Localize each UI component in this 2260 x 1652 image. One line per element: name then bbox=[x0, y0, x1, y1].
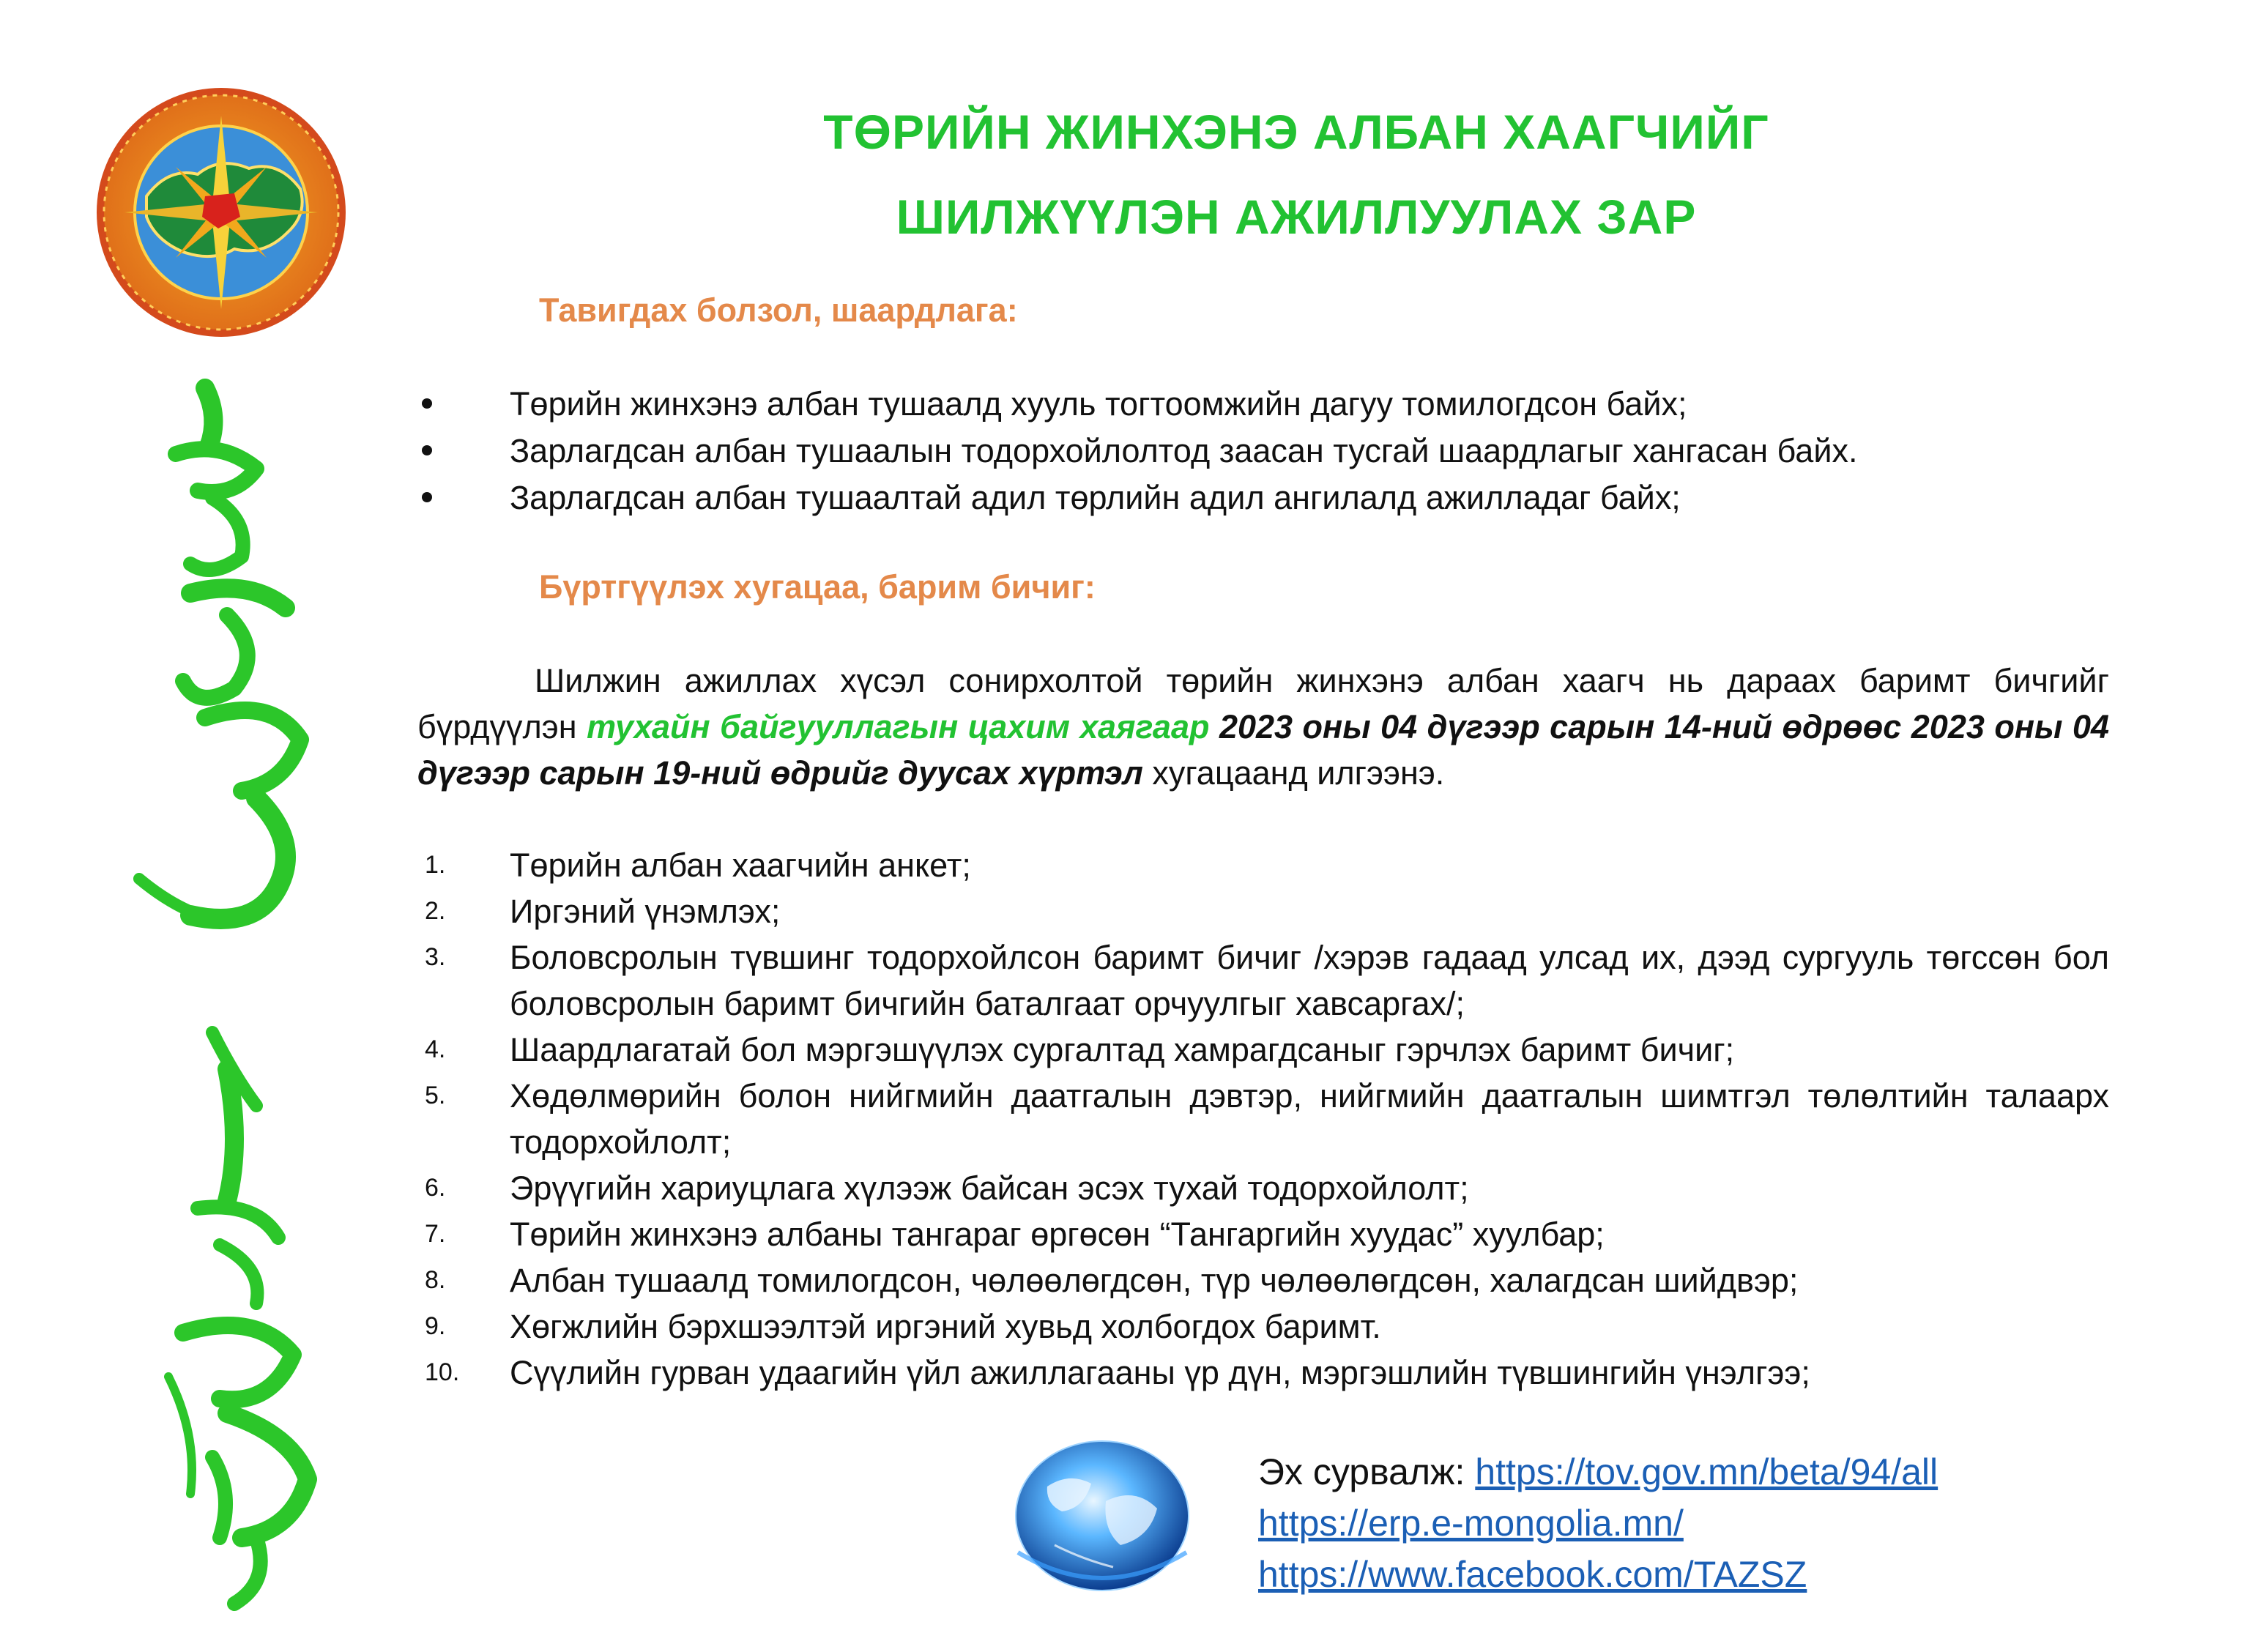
requirements-list bbox=[417, 381, 2116, 521]
list-item: 5. Хөдөлмөрийн болон нийгмийн даатгалын дэвтэр, нийгмийн даатгалын шимтгэл төлөлтийн талаарх тодорхойлолт; bbox=[425, 1077, 2109, 1161]
sources-block bbox=[1258, 1446, 1938, 1600]
mongolian-script-calligraphy bbox=[110, 1025, 352, 1611]
list-item: Төрийн жинхэнэ албан тушаалд хууль тогтоомжийн дагуу томилогдсон байх; bbox=[417, 381, 2116, 428]
bullet-icon bbox=[422, 398, 432, 409]
documents-list bbox=[417, 842, 2109, 1396]
source-line-2 bbox=[1258, 1497, 1938, 1549]
source-line-3 bbox=[1258, 1549, 1938, 1600]
list-item: 9. Хөгжлийн бэрхшээлтэй иргэний хувьд холбогдох баримт. bbox=[425, 1308, 1381, 1345]
list-item: 3. Боловсролын түвшинг тодорхойлсон баримт бичиг /хэрэв гадаад улсад их, дээд сургууль төгссөн бол боловсролын баримт бичгийн баталгаат орчуулгыг хавсаргах/; bbox=[425, 939, 2109, 1022]
list-item: 2. Иргэний үнэмлэх; bbox=[425, 893, 781, 930]
source-link-erp[interactable]: https://erp.e-mongolia.mn/ bbox=[1258, 1503, 1684, 1544]
list-item: 8. Албан тушаалд томилогдсон, чөлөөлөгдсөн, түр чөлөөлөгдсөн, халагдсан шийдвэр; bbox=[425, 1262, 1799, 1299]
list-item: Зарлагдсан албан тушаалын тодорхойлолтод заасан тусгай шаардлагыг хангасан байх. bbox=[417, 428, 2116, 475]
source-line-1 bbox=[1258, 1446, 1938, 1497]
page-title-line1: ТӨРИЙН ЖИНХЭНЭ АЛБАН ХААГЧИЙГ bbox=[823, 105, 1769, 159]
list-item: 4. Шаардлагатай бол мэргэшүүлэх сургалтад хамрагдсаныг гэрчлэх баримт бичиг; bbox=[425, 1031, 1735, 1068]
provincial-emblem-icon bbox=[95, 86, 347, 338]
list-item: 7. Төрийн жинхэнэ албаны тангараг өргөсөн “Тангаргийн хуудас” хуулбар; bbox=[425, 1216, 1605, 1253]
registration-heading: Бүртгүүлэх хугацаа, барим бичиг: bbox=[539, 568, 1096, 606]
globe-icon bbox=[1003, 1435, 1201, 1596]
list-item: Зарлагдсан албан тушаалтай адил төрлийн адил ангилалд ажилладаг байх; bbox=[417, 475, 2116, 521]
source-link-facebook[interactable]: https://www.facebook.com/TAZSZ bbox=[1258, 1554, 1807, 1595]
list-item: 1. Төрийн албан хаагчийн анкет; bbox=[425, 847, 971, 884]
submission-channel: тухайн байгууллагын цахим хаягаар bbox=[587, 708, 1210, 745]
mongolian-script-calligraphy bbox=[110, 373, 352, 952]
page-title-line2: ШИЛЖҮҮЛЭН АЖИЛЛУУЛАХ ЗАР bbox=[896, 190, 1697, 244]
bullet-icon bbox=[422, 445, 432, 455]
requirements-heading: Тавигдах болзол, шаардлага: bbox=[539, 291, 1018, 329]
registration-paragraph: Шилжин ажиллах хүсэл сонирхолтой төрийн жинхэнэ албан хаагч нь дараах баримт бичгийг бүрдүүлэн тухайн байгууллагын цахим хаягаар 2023 оны 04 дүгээр сарын 14-ний өдрөөс 2023 оны 04 дүгээр сарын 19-ний өдрийг дуусах хүртэл хугацаанд илгээнэ. bbox=[417, 662, 2109, 792]
sources-label: Эх сурвалж: bbox=[1258, 1451, 1476, 1492]
source-link-tov[interactable]: https://tov.gov.mn/beta/94/all bbox=[1475, 1451, 1939, 1492]
list-item: 10. Сүүлийн гурван удаагийн үйл ажиллагааны үр дүн, мэргэшлийн түвшингийн үнэлгээ; bbox=[425, 1354, 1810, 1391]
submission-period: 2023 оны 04 дүгээр сарын 14-ний өдрөөс 2023 оны 04 дүгээр сарын 19-ний өдрийг дуусах хүртэл bbox=[417, 708, 2109, 792]
bullet-icon bbox=[422, 492, 432, 502]
list-item: 6. Эрүүгийн хариуцлага хүлээж байсан эсэх тухай тодорхойлолт; bbox=[425, 1169, 1469, 1207]
